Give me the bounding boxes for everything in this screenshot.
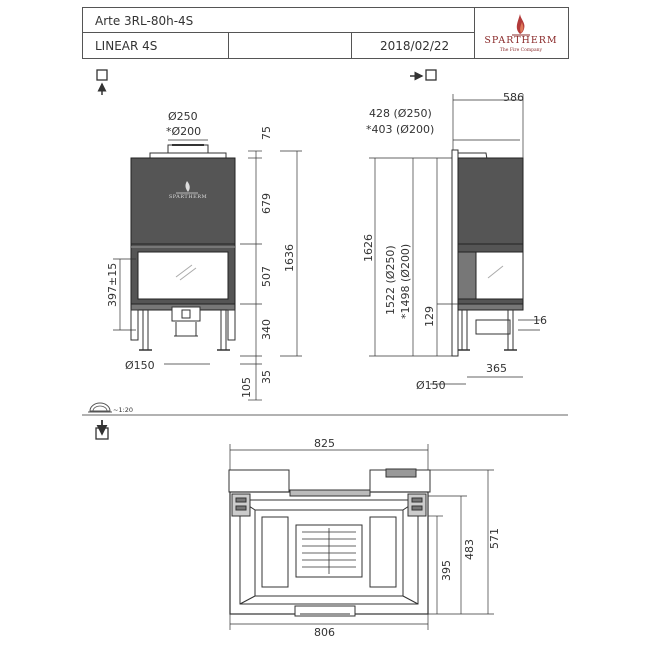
side-view <box>452 150 523 356</box>
side-inlet-label: Ø150 <box>416 379 446 392</box>
plan-depth-571-label: 571 <box>488 528 501 549</box>
front-inlet-label: Ø150 <box>125 359 155 372</box>
dim-floor-label: 105 <box>240 377 253 398</box>
plan-depth-483-label: 483 <box>463 539 476 560</box>
dim-top-label: 75 <box>260 126 273 140</box>
side-height-total-label: 1626 <box>362 234 375 262</box>
plan-depth-395-label: 395 <box>440 560 453 581</box>
brand-tagline: The Fire Company <box>499 48 543 53</box>
model-name: Arte 3RL-80h-4S <box>95 14 194 28</box>
scale-icon <box>88 403 112 412</box>
side-offset-200-label: *403 (Ø200) <box>366 123 435 136</box>
dim-total-label: 1636 <box>283 244 296 272</box>
flue-diameter-alt-label: *Ø200 <box>166 125 202 138</box>
dim-glass-label: 507 <box>260 266 273 287</box>
flue-diameter-label: Ø250 <box>168 110 198 123</box>
dim-left-glass-label: 397±15 <box>106 262 119 307</box>
side-view-arrow-icon <box>410 70 436 80</box>
side-depth-label: 586 <box>503 91 524 104</box>
scale-label: ~1:20 <box>113 406 134 414</box>
front-badge: SPARTHERM <box>168 194 208 200</box>
dim-bottom-gap-label: 35 <box>260 370 273 384</box>
front-view-arrow-icon <box>97 70 107 95</box>
dim-legs-label: 340 <box>260 319 273 340</box>
side-dim-365-label: 365 <box>486 362 507 375</box>
plan-width-inner-label: 806 <box>314 626 335 639</box>
series-name: LINEAR 4S <box>95 39 158 53</box>
side-dim-129-label: 129 <box>423 306 436 327</box>
plan-view <box>229 469 430 616</box>
brand-name: SPARTHERM <box>484 35 558 46</box>
top-view-arrow-icon <box>96 420 108 439</box>
front-view <box>131 145 235 350</box>
dim-upper-label: 679 <box>260 193 273 214</box>
side-offset-250-label: 428 (Ø250) <box>369 107 432 120</box>
drawing-date: 2018/02/22 <box>380 39 450 53</box>
side-height-flue-alt-label: *1498 (Ø200) <box>399 243 412 319</box>
side-dim-16-label: 16 <box>533 314 547 327</box>
side-height-flue-label: 1522 (Ø250) <box>384 245 397 315</box>
plan-width-outer-label: 825 <box>314 437 335 450</box>
